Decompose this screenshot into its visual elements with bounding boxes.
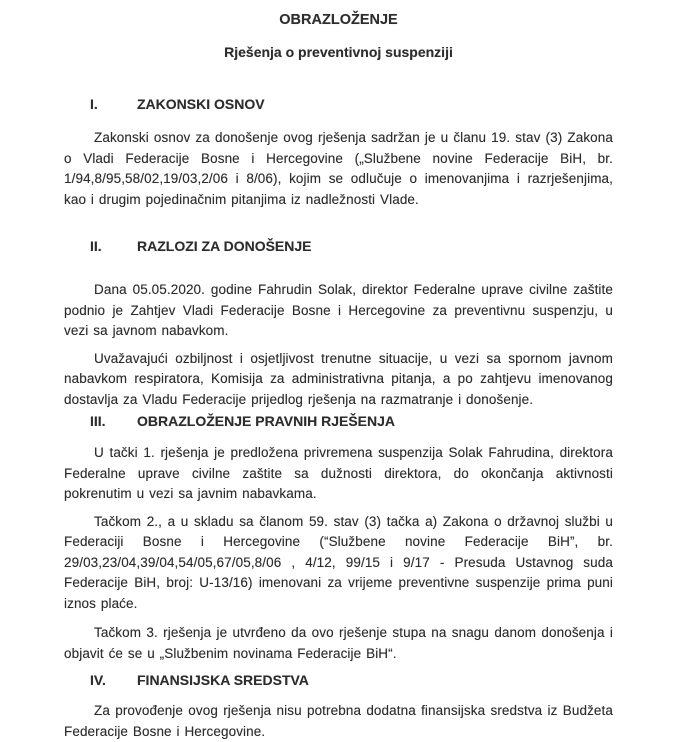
paragraph: Tačkom 3. rješenja je utvrđeno da ovo rješenje stupa na snagu danom donošenja i objavit će se u „Službenim novinama Federacije BiH“. (64, 625, 613, 661)
section-heading-text: RAZLOZI ZA DONOŠENJE (137, 238, 312, 254)
section-heading (64, 97, 613, 112)
paragraph: Uvažavajući ozbiljnost i osjetljivost trenutne situacije, u vezi sa spornom javnom nabavkom respiratora, Komisija za administrativna pitanja, a po zahtjevu imenovanog dostavlja za Vladu Federacije prijedlog rješenja na razmatranje i donošenje. (64, 350, 613, 407)
paragraph: Zakonski osnov za donošenje ovog rješenja sadržan je u članu 19. stav (3) Zakona o Vladi Federacije Bosne i Hercegovine („Službene novine Federacije BiH, br. 1/94,8/95,58/02,19/03,2/06 i 8/06), kojim se odlučuje o imenovanjima i razrješenjima, kao i drugim pojedinačnim pitanjima iz nadležnosti Vlade. (64, 130, 613, 207)
section-heading-text: ZAKONSKI OSNOV (137, 96, 265, 112)
paragraph: Tačkom 2., a u skladu sa članom 59. stav (3) tačka a) Zakona o državnoj službi u Federaciji Bosne i Hercegovine (“Službene novine Federacije BiH”, br. 29/03,23/04,39/04,54/05,67/05,8/06 , 4/12, 99/15 i 9/17 - Presuda Ustavnog suda Federacije BiH, broj: U-13/16) imenovani za vrijeme preventivne suspenzije prima puni iznos plaće. (64, 513, 613, 611)
section-number: II. (90, 238, 102, 254)
section-obrazlozenje-pravnih-rjesenja (64, 414, 613, 664)
section-heading (64, 673, 613, 688)
paragraph: U tački 1. rješenja je predložena privremena suspenzija Solak Fahrudina, direktora Federalne uprave civilne zaštite sa dužnosti direktora, do okončanja aktivnosti pokrenutim u vezi sa javnim nabavkama. (64, 445, 613, 501)
section-finansijska-sredstva (64, 673, 613, 742)
section-heading-text: FINANSIJSKA SREDSTVA (137, 672, 309, 688)
section-number: III. (90, 413, 106, 429)
paragraph: Dana 05.05.2020. godine Fahrudin Solak, direktor Federalne uprave civilne zaštite podnio je Zahtjev Vladi Federacije Bosne i Hercegovine za preventivnu suspenzju, u vezi sa javnom nabavkom. (64, 282, 613, 338)
section-heading-text: OBRAZLOŽENJE PRAVNIH RJEŠENJA (137, 413, 396, 429)
section-number: I. (90, 96, 98, 112)
section-razlozi-za-donosenje (64, 239, 613, 410)
paragraph: Za provođenje ovog rješenja nisu potrebna dodatna finansijska sredstva iz Budžeta Federacije Bosne i Hercegovine. (64, 703, 613, 739)
page-title: OBRAZLOŽENJE (279, 12, 398, 28)
section-number: IV. (90, 672, 106, 688)
section-zakonski-osnov (64, 97, 613, 210)
section-heading (64, 414, 613, 429)
page-subtitle: Rješenja o preventivnoj suspenziji (224, 44, 453, 60)
section-heading (64, 239, 613, 254)
